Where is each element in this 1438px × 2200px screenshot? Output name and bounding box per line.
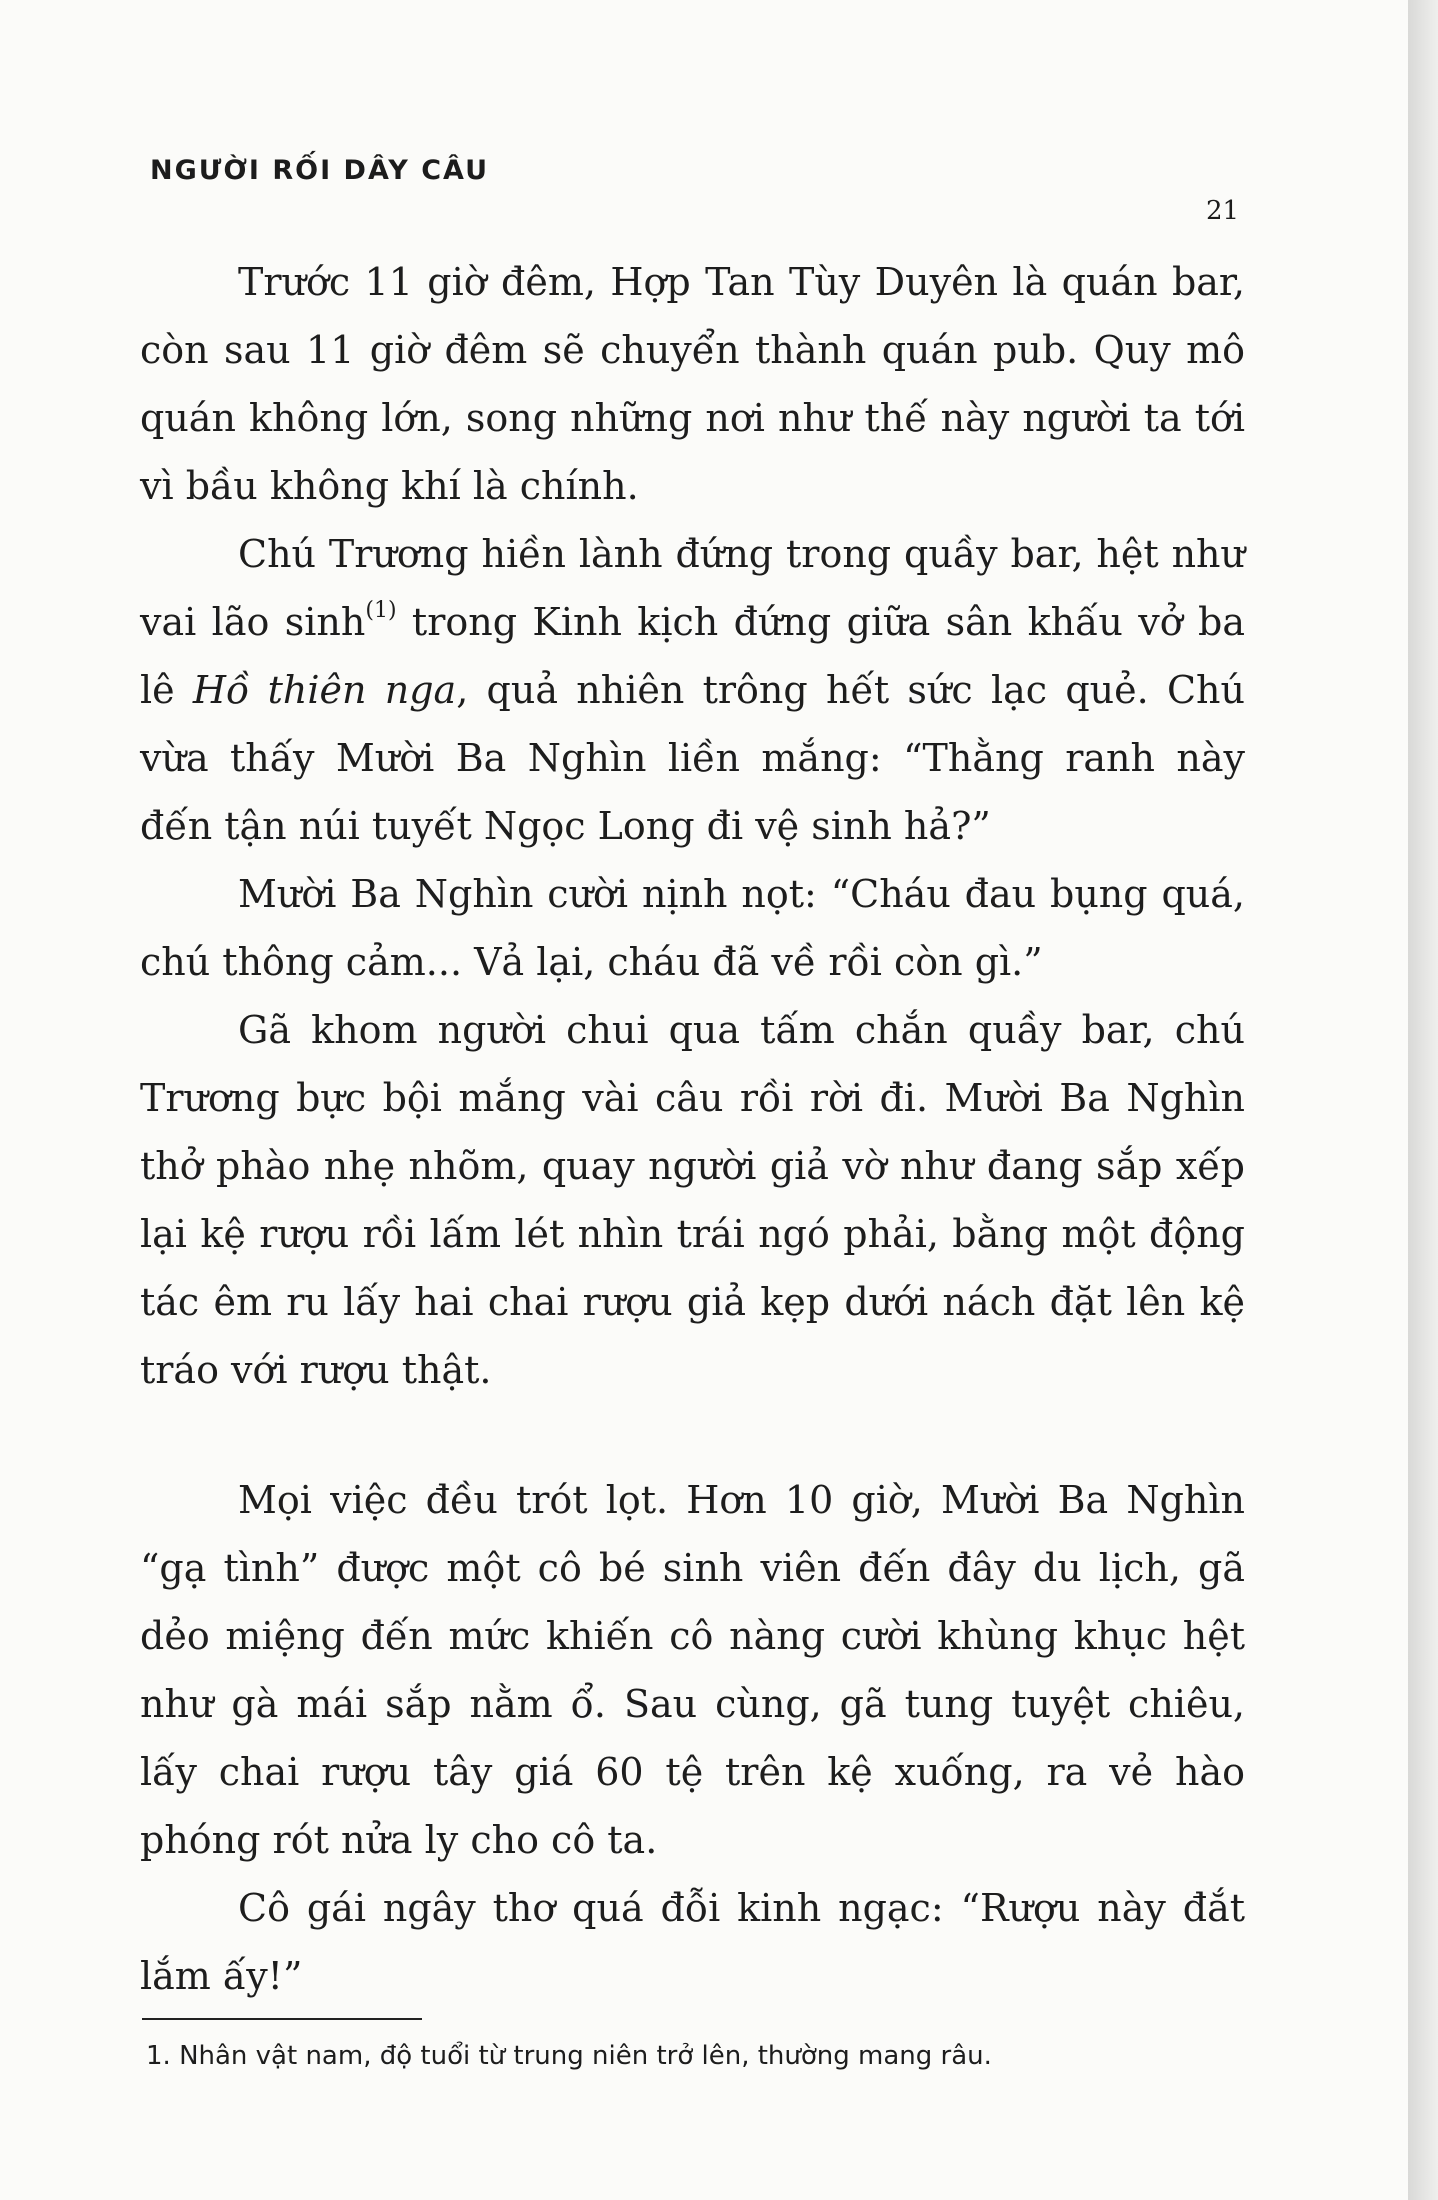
paragraph-1: Trước 11 giờ đêm, Hợp Tan Tùy Duyên là quán bar, còn sau 11 giờ đêm sẽ chuyển thành quán pub. Quy mô quán không lớn, song những nơi như thế này người ta tới vì bầu không khí là chính. (140, 260, 1245, 508)
italic-title: Hồ thiên nga (192, 668, 457, 712)
paragraph-2-part-b: trong Kinh kịch đứng giữa sân khấu vở ba lê (140, 600, 1246, 712)
page-edge-shadow (1408, 0, 1438, 2200)
body-text (140, 248, 1245, 2010)
running-head: NGƯỜI RỐI DÂY CÂU (150, 155, 490, 186)
paragraph-3: Mười Ba Nghìn cười nịnh nọt: “Cháu đau bụng quá, chú thông cảm... Vả lại, cháu đã về rồi còn gì.” (140, 872, 1245, 984)
footnote-divider (142, 2018, 422, 2020)
paragraph-5: Mọi việc đều trót lọt. Hơn 10 giờ, Mười Ba Nghìn “gạ tình” được một cô bé sinh viên đến đây du lịch, gã dẻo miệng đến mức khiến cô nàng cười khùng khục hệt như gà mái sắp nằm ổ. Sau cùng, gã tung tuyệt chiêu, lấy chai rượu tây giá 60 tệ trên kệ xuống, ra vẻ hào phóng rót nửa ly cho cô ta. (140, 1478, 1245, 1862)
paragraph-4: Gã khom người chui qua tấm chắn quầy bar, chú Trương bực bội mắng vài câu rồi rời đi. Mười Ba Nghìn thở phào nhẹ nhõm, quay người giả vờ như đang sắp xếp lại kệ rượu rồi lấm lét nhìn trái ngó phải, bằng một động tác êm ru lấy hai chai rượu giả kẹp dưới nách đặt lên kệ tráo với rượu thật. (140, 1008, 1245, 1392)
page-number: 21 (1206, 196, 1240, 226)
paragraph-2-part-c: , quả nhiên trông hết sức lạc quẻ. Chú vừa thấy Mười Ba Nghìn liền mắng: “Thằng ranh này đến tận núi tuyết Ngọc Long đi vệ sinh hả?” (140, 668, 1245, 848)
paragraph-2-part-a: Chú Trương hiền lành đứng trong quầy bar, hệt như vai lão sinh (140, 532, 1245, 644)
footnote: 1. Nhân vật nam, độ tuổi từ trung niên trở lên, thường mang râu. (146, 2041, 992, 2071)
paragraph-6: Cô gái ngây thơ quá đỗi kinh ngạc: “Rượu này đắt lắm ấy!” (140, 1886, 1245, 1998)
paragraph-2 (140, 520, 1245, 860)
footnote-marker: (1) (365, 598, 397, 623)
